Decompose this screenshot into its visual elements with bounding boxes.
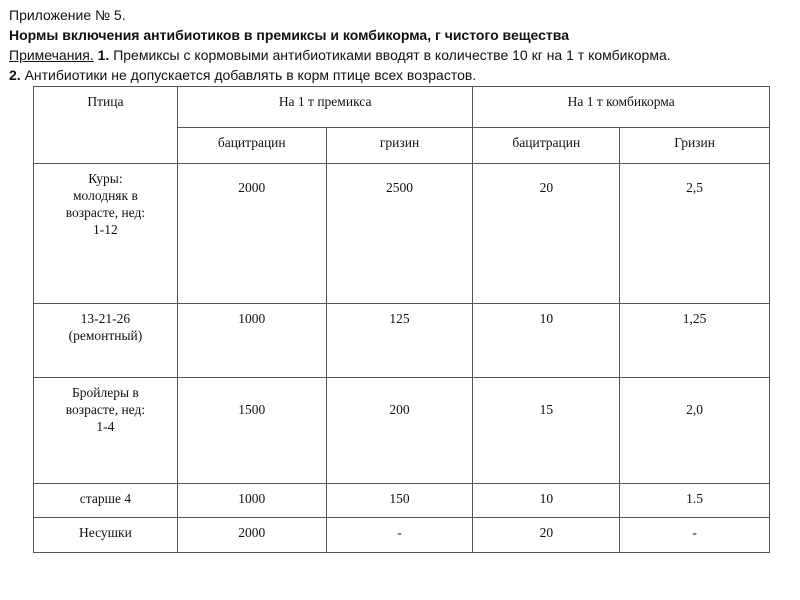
subheader-cell: гризин bbox=[326, 128, 473, 164]
value-cell: 125 bbox=[326, 304, 473, 378]
table-row bbox=[34, 304, 770, 378]
value-cell: 200 bbox=[326, 378, 473, 484]
value-cell: 2,0 bbox=[620, 378, 770, 484]
header-premix-group: На 1 т премикса bbox=[177, 87, 473, 128]
value-cell: 10 bbox=[473, 304, 620, 378]
value-cell: 1,25 bbox=[620, 304, 770, 378]
value-cell: - bbox=[326, 518, 473, 553]
value-cell: 2500 bbox=[326, 164, 473, 304]
note-1-text: Премиксы с кормовыми антибиотиками вводят в количестве 10 кг на 1 т комбикорма. bbox=[113, 47, 671, 63]
value-cell: 20 bbox=[473, 164, 620, 304]
bird-cell: старше 4 bbox=[34, 484, 178, 518]
header-bird: Птица bbox=[34, 87, 178, 164]
table-row bbox=[34, 518, 770, 553]
notes-label: Примечания. bbox=[9, 47, 94, 63]
bird-cell: Несушки bbox=[34, 518, 178, 553]
value-cell: 2000 bbox=[177, 518, 326, 553]
document-header bbox=[9, 5, 794, 85]
note-2-number: 2. bbox=[9, 67, 21, 83]
bird-cell: 13-21-26 (ремонтный) bbox=[34, 304, 178, 378]
appendix-label: Приложение № 5. bbox=[9, 7, 126, 23]
value-cell: 150 bbox=[326, 484, 473, 518]
value-cell: 2,5 bbox=[620, 164, 770, 304]
value-cell: 1000 bbox=[177, 304, 326, 378]
table-row bbox=[34, 164, 770, 304]
header-feed-group: На 1 т комбикорма bbox=[473, 87, 770, 128]
subheader-cell: бацитрацин bbox=[177, 128, 326, 164]
table-row bbox=[34, 378, 770, 484]
value-cell: 1500 bbox=[177, 378, 326, 484]
value-cell: - bbox=[620, 518, 770, 553]
bird-cell: Бройлеры в возрасте, нед: 1-4 bbox=[34, 378, 178, 484]
bird-cell: Куры: молодняк в возрасте, нед: 1-12 bbox=[34, 164, 178, 304]
value-cell: 20 bbox=[473, 518, 620, 553]
value-cell: 2000 bbox=[177, 164, 326, 304]
subheader-cell: бацитрацин bbox=[473, 128, 620, 164]
note-2 bbox=[9, 65, 794, 85]
value-cell: 15 bbox=[473, 378, 620, 484]
table-row bbox=[34, 484, 770, 518]
antibiotics-table bbox=[33, 86, 770, 553]
note-1-number: 1. bbox=[97, 47, 110, 63]
value-cell: 10 bbox=[473, 484, 620, 518]
table-header-row bbox=[34, 87, 770, 128]
note-1 bbox=[9, 45, 794, 65]
document-title: Нормы включения антибиотиков в премиксы и комбикорма, г чистого вещества bbox=[9, 27, 569, 43]
value-cell: 1000 bbox=[177, 484, 326, 518]
value-cell: 1.5 bbox=[620, 484, 770, 518]
subheader-cell: Гризин bbox=[620, 128, 770, 164]
note-2-text: Антибиотики не допускается добавлять в корм птице всех возрастов. bbox=[24, 67, 477, 83]
